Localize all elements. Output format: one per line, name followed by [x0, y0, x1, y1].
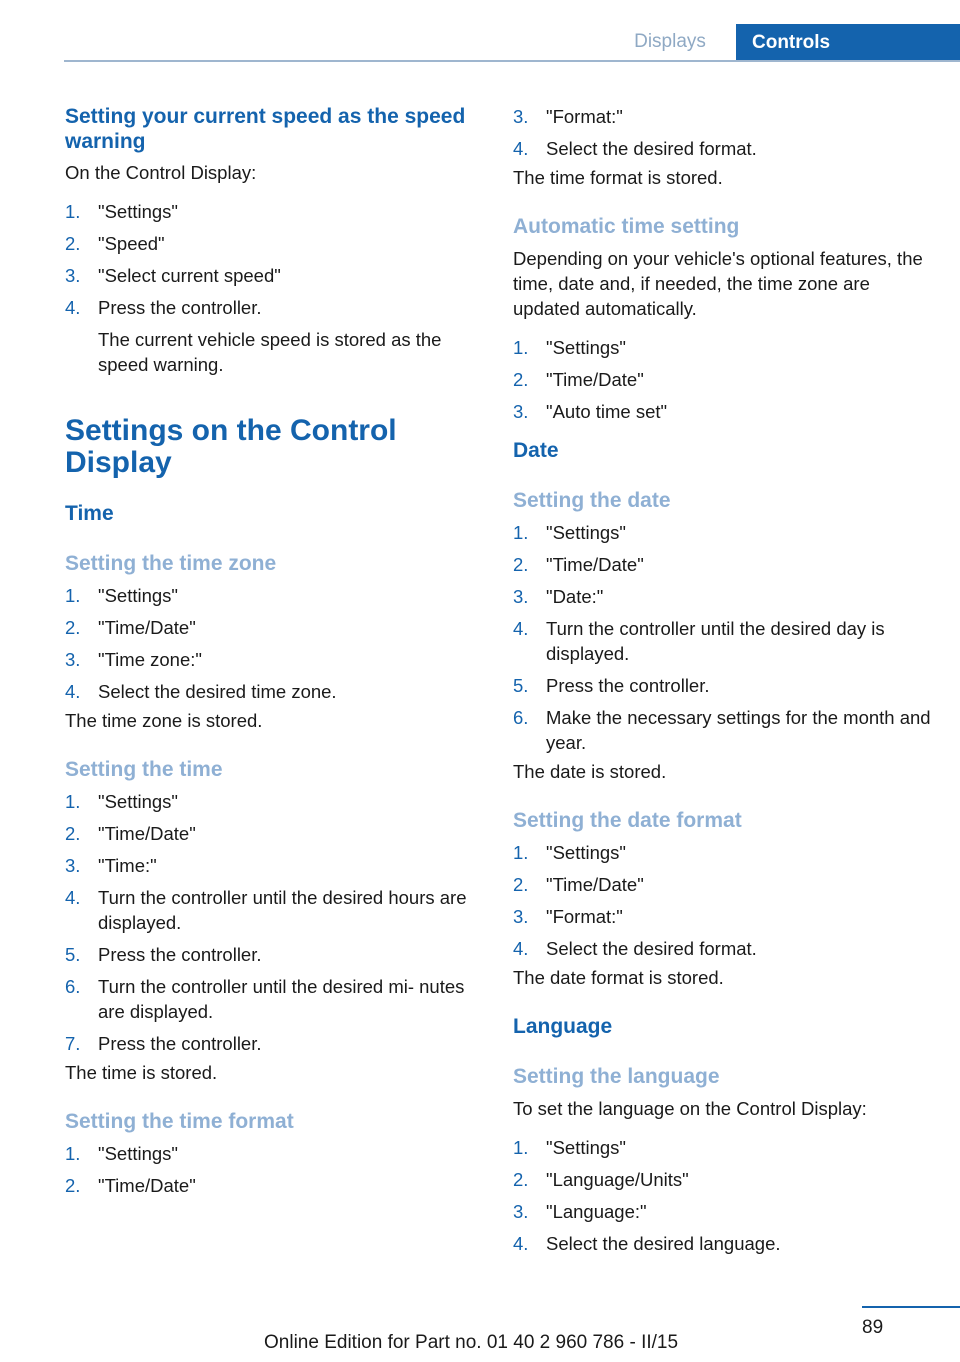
step-number: 6. [513, 707, 529, 728]
page-number: 89 [862, 1317, 884, 1338]
speed-warning-heading: Setting your current speed as the speed warning [65, 105, 466, 153]
language-heading: Language [513, 1015, 613, 1038]
speed-steps [65, 199, 475, 320]
list-item [65, 647, 475, 672]
right-column [513, 104, 933, 1263]
step-number: 4. [65, 681, 81, 702]
time-zone-steps [65, 583, 475, 704]
set-date-result: The date is stored. [513, 761, 667, 782]
set-time-heading: Setting the time [65, 758, 223, 781]
step-number: 6. [65, 976, 81, 997]
step-text: Press the controller. [98, 297, 262, 318]
step-text: Press the controller. [98, 1033, 262, 1054]
list-item [513, 1167, 933, 1192]
footer-divider [862, 1306, 960, 1308]
time-format-steps-cont [513, 104, 933, 161]
auto-time-steps [513, 335, 933, 424]
step-number: 1. [65, 585, 81, 606]
step-number: 4. [513, 618, 529, 639]
list-item [513, 399, 933, 424]
time-zone-heading: Setting the time zone [65, 552, 277, 575]
step-text: "Auto time set" [546, 401, 668, 422]
step-text: "Time/Date" [546, 554, 644, 575]
list-item [513, 335, 933, 360]
list-item [65, 853, 475, 878]
step-text: Press the controller. [98, 944, 262, 965]
list-item [513, 104, 933, 129]
list-item [65, 263, 475, 288]
main-heading: Settings on the Control Display [65, 414, 397, 479]
step-number: 3. [65, 265, 81, 286]
header-divider [64, 60, 960, 62]
step-number: 3. [513, 906, 529, 927]
step-text: "Settings" [546, 842, 626, 863]
language-text: To set the language on the Control Display: [513, 1098, 867, 1119]
step-text: "Language:" [546, 1201, 647, 1222]
step-number: 1. [65, 791, 81, 812]
step-text: Turn the controller until the desired mi‐ nutes are displayed. [98, 976, 465, 1022]
time-zone-result: The time zone is stored. [65, 710, 263, 731]
date-heading: Date [513, 439, 559, 462]
list-item [65, 942, 475, 967]
step-text: "Language/Units" [546, 1169, 689, 1190]
list-item [513, 1231, 933, 1256]
auto-time-text: Depending on your vehicle's optional features, the time, date and, if needed, the time zone are updated automatically. [513, 248, 923, 319]
auto-time-heading: Automatic time setting [513, 215, 740, 238]
left-column [65, 104, 475, 1205]
list-item [513, 520, 933, 545]
step-number: 3. [65, 855, 81, 876]
step-text: "Date:" [546, 586, 604, 607]
time-heading: Time [65, 502, 114, 525]
step-number: 3. [513, 401, 529, 422]
step-text: Turn the controller until the desired hours are displayed. [98, 887, 467, 933]
list-item [513, 1199, 933, 1224]
date-format-result: The date format is stored. [513, 967, 724, 988]
step-text: Select the desired format. [546, 138, 757, 159]
list-item [65, 974, 475, 1024]
step-text: "Time/Date" [98, 617, 196, 638]
list-item [65, 295, 475, 320]
list-item [513, 367, 933, 392]
list-item [513, 904, 933, 929]
step-text: "Time zone:" [98, 649, 202, 670]
step-number: 4. [513, 938, 529, 959]
date-format-steps [513, 840, 933, 961]
step-number: 2. [513, 554, 529, 575]
list-item [65, 821, 475, 846]
step-number: 5. [65, 944, 81, 965]
step-text: "Settings" [546, 1137, 626, 1158]
list-item [513, 136, 933, 161]
list-item [65, 1141, 475, 1166]
list-item [65, 885, 475, 935]
step-number: 2. [65, 823, 81, 844]
step-text: "Settings" [98, 1143, 178, 1164]
list-item [513, 584, 933, 609]
step-text: "Format:" [546, 106, 623, 127]
step-text: "Time/Date" [98, 823, 196, 844]
list-item [513, 552, 933, 577]
step-text: Turn the controller until the desired day is displayed. [546, 618, 885, 664]
header-tab-displays[interactable]: Displays [634, 31, 706, 52]
list-item [513, 616, 933, 666]
step-number: 2. [65, 617, 81, 638]
list-item [513, 1135, 933, 1160]
step-number: 3. [65, 649, 81, 670]
step-number: 4. [65, 297, 81, 318]
list-item [65, 679, 475, 704]
page-header [64, 24, 960, 62]
step-text: "Format:" [546, 906, 623, 927]
step-number: 2. [65, 1175, 81, 1196]
step-text: Select the desired language. [546, 1233, 781, 1254]
set-language-steps [513, 1135, 933, 1256]
time-format-heading: Setting the time format [65, 1110, 294, 1133]
speed-intro: On the Control Display: [65, 162, 257, 183]
step-number: 3. [513, 586, 529, 607]
list-item [513, 872, 933, 897]
list-item [513, 673, 933, 698]
step-number: 4. [65, 887, 81, 908]
step-number: 4. [513, 1233, 529, 1254]
step-number: 4. [513, 138, 529, 159]
list-item [513, 936, 933, 961]
time-format-steps [65, 1141, 475, 1198]
step-text: "Speed" [98, 233, 165, 254]
list-item [65, 231, 475, 256]
set-language-heading: Setting the language [513, 1065, 720, 1088]
date-format-heading: Setting the date format [513, 809, 742, 832]
step-number: 3. [513, 106, 529, 127]
edition-footer: Online Edition for Part no. 01 40 2 960 786 - II/15 [264, 1332, 679, 1353]
step-number: 3. [513, 1201, 529, 1222]
step-text: "Time:" [98, 855, 157, 876]
list-item [513, 705, 933, 755]
set-date-heading: Setting the date [513, 489, 671, 512]
list-item [65, 1173, 475, 1198]
list-item [65, 615, 475, 640]
set-time-result: The time is stored. [65, 1062, 218, 1083]
step-number: 1. [513, 1137, 529, 1158]
set-date-steps [513, 520, 933, 755]
step-number: 7. [65, 1033, 81, 1054]
time-format-result: The time format is stored. [513, 167, 723, 188]
step-text: "Settings" [98, 201, 178, 222]
step-number: 1. [65, 1143, 81, 1164]
list-item [65, 199, 475, 224]
step-text: Select the desired time zone. [98, 681, 337, 702]
step-number: 5. [513, 675, 529, 696]
step-text: "Settings" [98, 585, 178, 606]
step-text: "Time/Date" [546, 874, 644, 895]
step-number: 2. [513, 1169, 529, 1190]
speed-note: The current vehicle speed is stored as the speed warning. [98, 329, 442, 375]
step-text: "Settings" [546, 337, 626, 358]
list-item [65, 1031, 475, 1056]
step-text: "Time/Date" [546, 369, 644, 390]
step-number: 1. [65, 201, 81, 222]
step-number: 2. [65, 233, 81, 254]
step-number: 1. [513, 522, 529, 543]
set-time-steps [65, 789, 475, 1056]
step-number: 2. [513, 874, 529, 895]
step-text: "Select current speed" [98, 265, 281, 286]
step-number: 1. [513, 337, 529, 358]
header-tab-controls[interactable]: Controls [736, 24, 960, 62]
step-text: "Time/Date" [98, 1175, 196, 1196]
step-text: Press the controller. [546, 675, 710, 696]
list-item [65, 789, 475, 814]
step-text: Select the desired format. [546, 938, 757, 959]
step-text: "Settings" [546, 522, 626, 543]
step-number: 1. [513, 842, 529, 863]
list-item [513, 840, 933, 865]
step-text: Make the necessary settings for the month and year. [546, 707, 931, 753]
step-number: 2. [513, 369, 529, 390]
step-text: "Settings" [98, 791, 178, 812]
list-item [65, 583, 475, 608]
